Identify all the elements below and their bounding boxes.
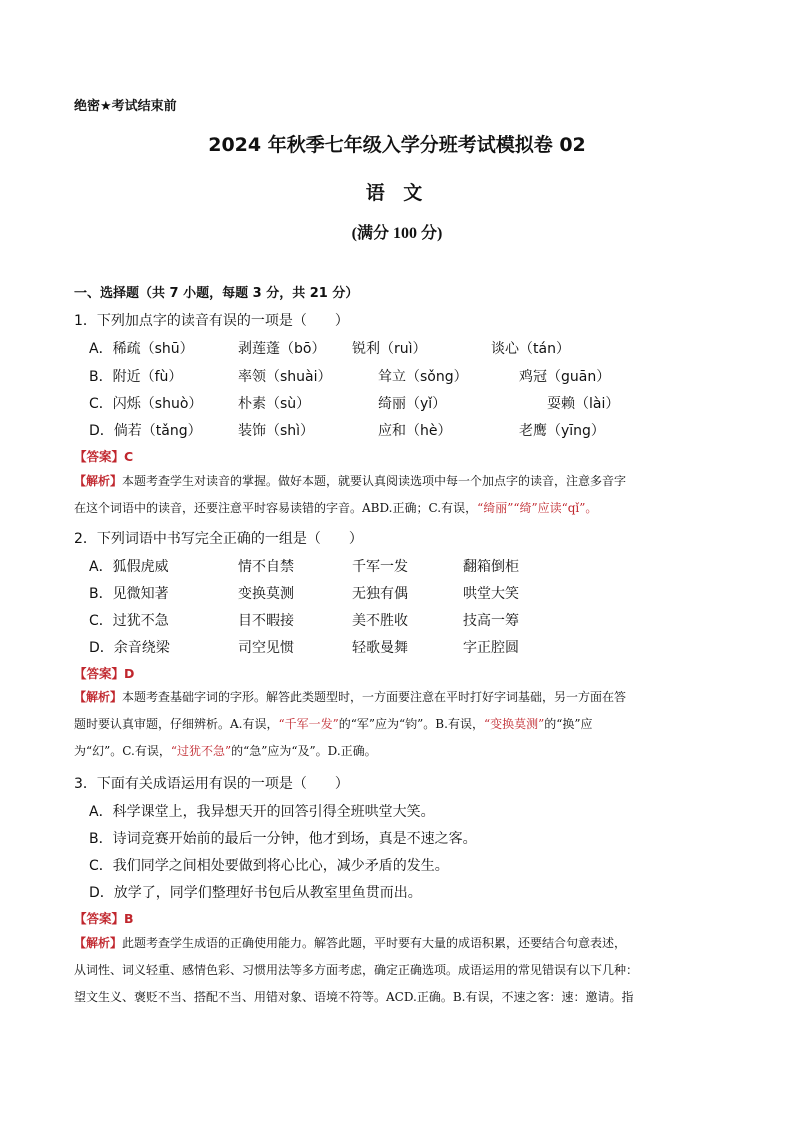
q1-option-b-4: 鸡冠（guān）: [519, 369, 611, 385]
q1-option-d-3: 应和（hè）: [378, 423, 452, 439]
q1-analysis: [74, 468, 724, 522]
question-1-stem: 1．下列加点字的读音有误的一项是（ ）: [74, 313, 349, 329]
q1-option-c-1: C．闪烁（shuò）: [89, 396, 203, 412]
q3-analysis-line1: 此题考查学生成语的正确使用能力。解答此题，平时要有大量的成语积累，还要结合句意表述，: [122, 936, 627, 950]
q2-option-a-4: 翻箱倒柜: [463, 559, 519, 575]
q1-analysis-line2: 在这个词语中的读音，还要注意平时容易读错的字音。ABD.正确；C.有误，: [74, 501, 478, 515]
q1-answer: 【答案】C: [74, 449, 134, 464]
subject-title: 语 文: [365, 182, 429, 204]
q2-analysis-highlight-1: “千军一发”: [278, 717, 339, 731]
q1-option-a-1: A．稀疏（shū）: [89, 341, 194, 357]
q1-option-b-1: B．附近（fù）: [89, 369, 183, 385]
q3-answer: 【答案】B: [74, 911, 134, 926]
q2-analysis-tag: 【解析】: [74, 690, 123, 704]
q3-analysis-tag: 【解析】: [74, 936, 123, 950]
q2-option-a-2: 情不自禁: [238, 559, 294, 575]
q2-option-c-1: C．过犹不急: [89, 613, 169, 629]
q2-analysis: [74, 684, 724, 765]
q2-option-c-3: 美不胜收: [352, 613, 408, 629]
q2-analysis-highlight-3: “过犹不急”: [170, 744, 232, 758]
q3-analysis: [74, 930, 724, 1011]
q2-analysis-line2c: 的“军”应为“钧”。B.有误，: [338, 717, 484, 731]
question-2-stem: 2．下列词语中书写完全正确的一组是（ ）: [74, 531, 363, 547]
q1-analysis-tag: 【解析】: [74, 474, 123, 488]
q2-option-b-1: B．见微知著: [89, 586, 169, 602]
q2-option-c-4: 技高一筹: [463, 613, 519, 629]
q2-option-d-2: 司空见惯: [238, 640, 294, 656]
q3-option-c: C．我们同学之间相处要做到将心比心，减少矛盾的发生。: [89, 858, 449, 874]
q2-answer: 【答案】D: [74, 666, 135, 681]
q2-option-d-3: 轻歌曼舞: [352, 640, 408, 656]
confidential-label: 绝密★考试结束前: [74, 99, 177, 114]
q1-option-a-3: 锐利（ruì）: [352, 341, 427, 357]
q2-option-d-1: D．余音绕梁: [89, 640, 170, 656]
exam-title: 2024 年秋季七年级入学分班考试模拟卷 02: [208, 134, 586, 156]
q1-option-c-3: 绮丽（yǐ）: [378, 396, 447, 412]
q2-option-b-4: 哄堂大笑: [463, 586, 519, 602]
q2-option-b-3: 无独有偶: [352, 586, 408, 602]
q2-option-b-2: 变换莫测: [238, 586, 294, 602]
q2-option-c-2: 目不暇接: [238, 613, 294, 629]
q3-analysis-line2: 从词性、词义轻重、感情色彩、习惯用法等多方面考虑，确定正确选项。成语运用的常见错误有以下几种：: [74, 963, 639, 977]
q1-analysis-highlight: “绮丽”“绮”应读“qǐ”。: [477, 501, 598, 515]
q1-option-d-2: 装饰（shì）: [238, 423, 315, 439]
q2-option-a-3: 千军一发: [352, 559, 408, 575]
q1-analysis-line1: 本题考查学生对读音的掌握。做好本题，就要认真阅读选项中每一个加点字的读音，注意多音字: [122, 474, 627, 488]
q2-analysis-line1: 本题考查基础字词的字形。解答此类题型时，一方面要注意在平时打好字词基础，另一方面在答: [122, 690, 627, 704]
q1-option-b-2: 率领（shuài）: [238, 369, 332, 385]
q1-option-c-4: 耍赖（lài）: [547, 396, 620, 412]
q3-option-a: A．科学课堂上，我异想天开的回答引得全班哄堂大笑。: [89, 804, 435, 820]
q2-option-a-1: A．狐假虎威: [89, 559, 169, 575]
q2-analysis-line3a: 为“幻”。C.有误，: [74, 744, 171, 758]
q3-option-b: B．诗词竞赛开始前的最后一分钟，他才到场，真是不速之客。: [89, 831, 477, 847]
q2-analysis-highlight-2: “变换莫测”: [483, 717, 545, 731]
q3-analysis-line3: 望文生义、褒贬不当、搭配不当、用错对象、语境不符等。ACD.正确。B.有误，不速之客：速：邀请。指: [74, 990, 634, 1004]
q1-option-a-2: 剥莲蓬（bō）: [238, 341, 326, 357]
question-3-stem: 3．下面有关成语运用有误的一项是（ ）: [74, 776, 349, 792]
full-score: (满分 100 分): [351, 225, 443, 242]
q1-option-c-2: 朴素（sù）: [238, 396, 311, 412]
q2-analysis-line2e: 的“换”应: [544, 717, 593, 731]
q1-option-d-1: D．倘若（tǎng）: [89, 423, 202, 439]
q1-option-a-4: 谈心（tán）: [491, 341, 570, 357]
q1-option-d-4: 老鹰（yīng）: [519, 423, 605, 439]
q2-analysis-line2a: 题时要认真审题，仔细辨析。A.有误，: [74, 717, 279, 731]
q2-analysis-line3c: 的“急”应为“及”。D.正确。: [231, 744, 377, 758]
q3-option-d: D．放学了，同学们整理好书包后从教室里鱼贯而出。: [89, 885, 422, 901]
q2-option-d-4: 字正腔圆: [463, 640, 519, 656]
section-heading: 一、选择题（共 7 小题，每题 3 分，共 21 分）: [74, 286, 359, 301]
q1-option-b-3: 耸立（sǒng）: [378, 369, 468, 385]
